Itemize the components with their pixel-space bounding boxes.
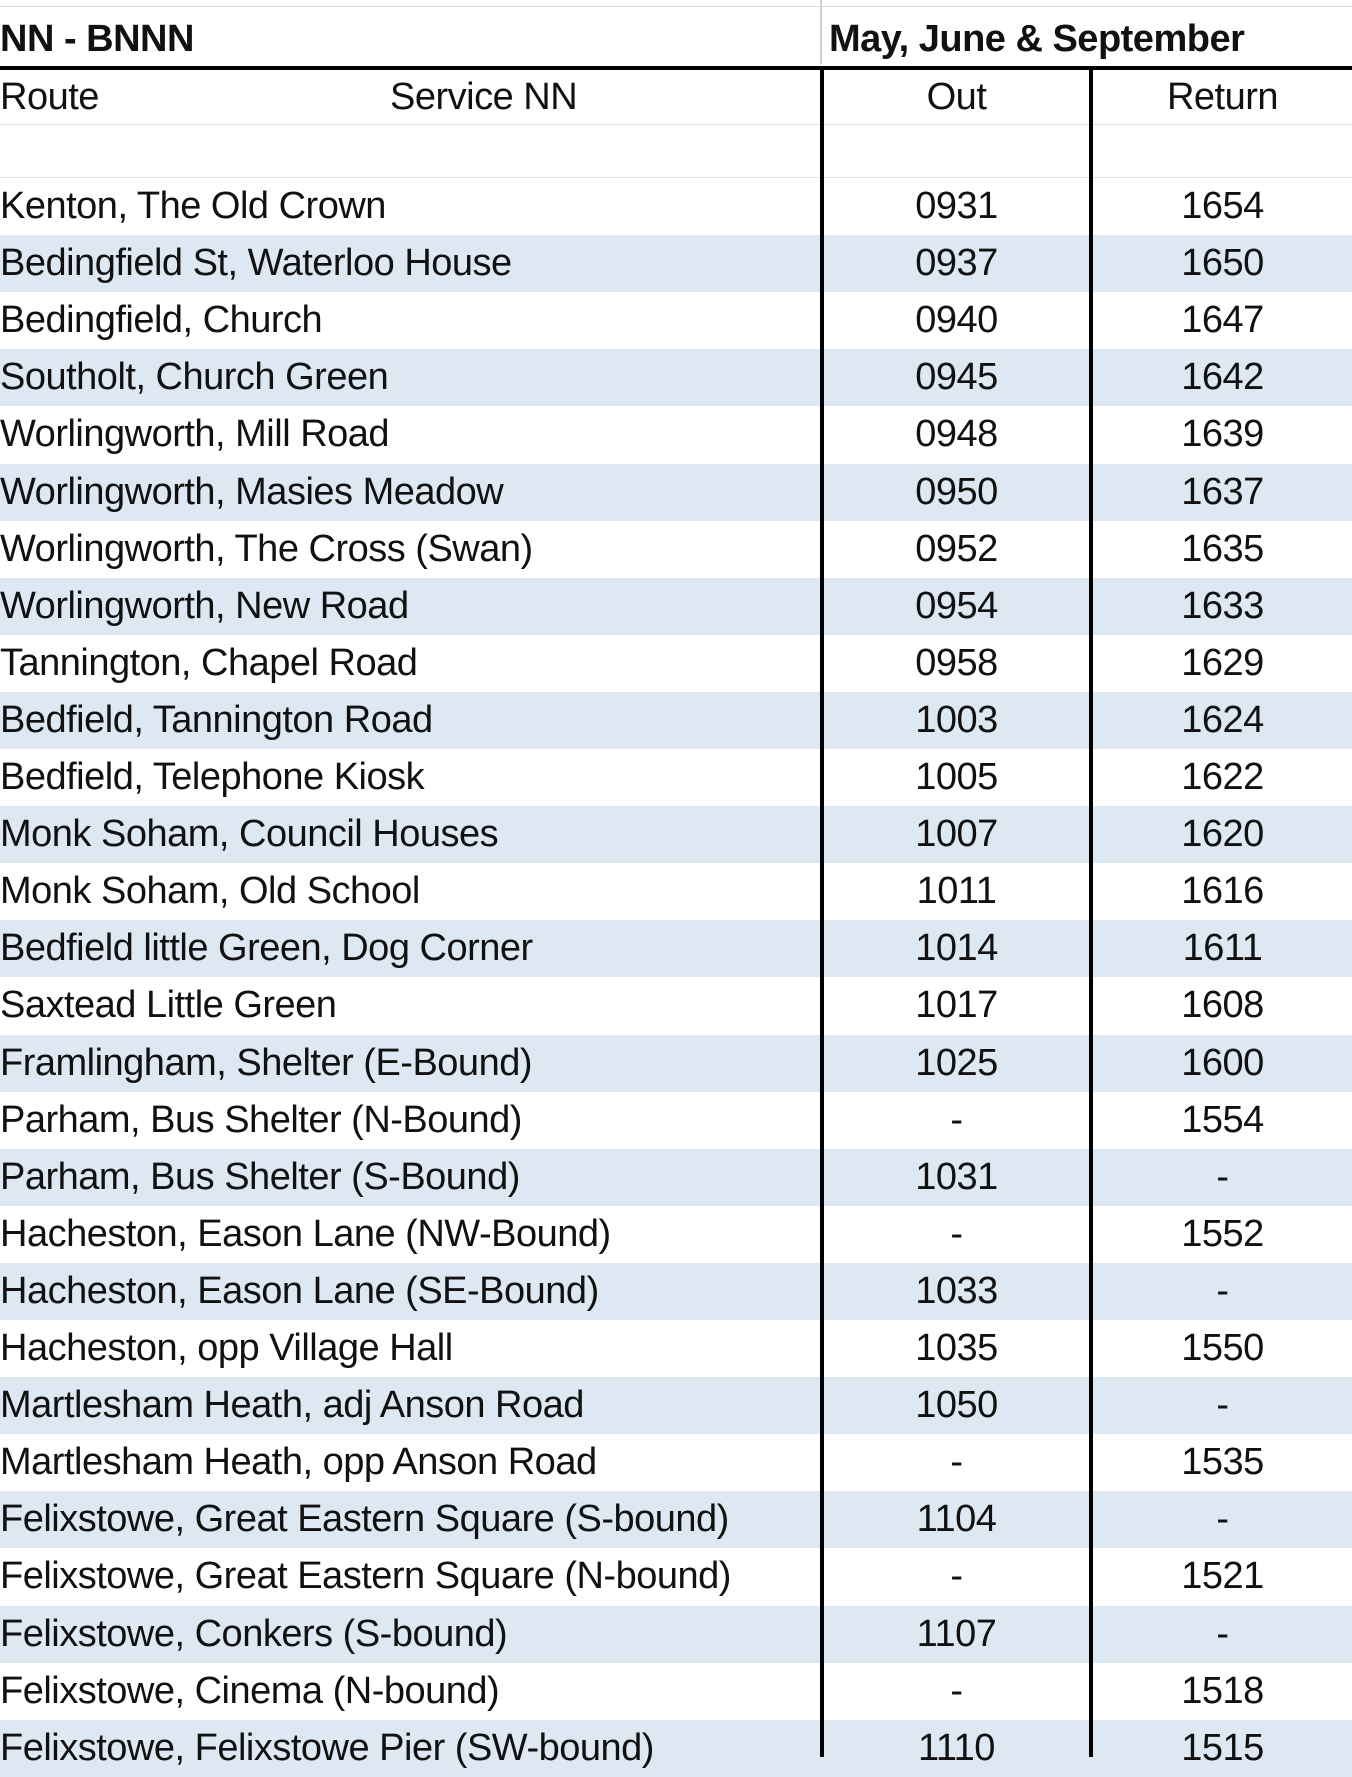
header-row-columns xyxy=(0,70,1352,124)
out-time: 0948 xyxy=(915,413,998,456)
out-time: 1003 xyxy=(915,698,998,741)
stop-name: Bedfield little Green, Dog Corner xyxy=(0,927,533,970)
table-row xyxy=(0,464,1352,521)
stop-name: Felixstowe, Great Eastern Square (N-bound) xyxy=(0,1555,731,1598)
out-time: - xyxy=(950,1098,963,1141)
out-time: 0954 xyxy=(915,584,998,627)
return-time: 1611 xyxy=(1182,927,1263,970)
return-time: 1624 xyxy=(1181,698,1264,741)
table-row xyxy=(0,1149,1352,1206)
return-time: - xyxy=(1216,1612,1229,1655)
out-time: 1031 xyxy=(915,1155,998,1198)
out-time: 1104 xyxy=(916,1498,997,1541)
stop-name: Hacheston, Eason Lane (SE-Bound) xyxy=(0,1269,599,1312)
return-time: 1647 xyxy=(1181,299,1264,342)
out-time: 0931 xyxy=(915,185,998,228)
return-time: 1620 xyxy=(1181,813,1264,856)
table-row xyxy=(0,863,1352,920)
out-time: 1011 xyxy=(916,870,997,913)
table-row xyxy=(0,292,1352,349)
return-time: 1535 xyxy=(1181,1441,1264,1484)
table-row xyxy=(0,920,1352,977)
table-row xyxy=(0,749,1352,806)
spacer-row xyxy=(0,125,1352,177)
stop-name: Saxtead Little Green xyxy=(0,984,337,1027)
stop-name: Worlingworth, Masies Meadow xyxy=(0,470,504,513)
column-header-out: Out xyxy=(926,75,987,118)
table-row xyxy=(0,521,1352,578)
out-time: 0940 xyxy=(915,299,998,342)
stop-name: Hacheston, opp Village Hall xyxy=(0,1327,453,1370)
table-row xyxy=(0,1263,1352,1320)
table-row xyxy=(0,349,1352,406)
stop-name: Hacheston, Eason Lane (NW-Bound) xyxy=(0,1212,611,1255)
out-time: 1035 xyxy=(915,1327,998,1370)
out-time: 1025 xyxy=(915,1041,998,1084)
stop-name: Parham, Bus Shelter (S-Bound) xyxy=(0,1155,520,1198)
stop-name: Tannington, Chapel Road xyxy=(0,641,418,684)
out-time: 1050 xyxy=(915,1384,998,1427)
stop-name: Martlesham Heath, opp Anson Road xyxy=(0,1441,597,1484)
return-time: 1622 xyxy=(1181,756,1264,799)
return-time: 1637 xyxy=(1181,470,1264,513)
table-row xyxy=(0,635,1352,692)
stop-name: Bedfield, Tannington Road xyxy=(0,698,433,741)
out-time: 0945 xyxy=(915,356,998,399)
column-header-service: Service NN xyxy=(390,75,578,118)
out-time: - xyxy=(950,1441,963,1484)
table-row xyxy=(0,977,1352,1034)
return-time: 1550 xyxy=(1181,1327,1264,1370)
out-time: 1007 xyxy=(915,813,998,856)
return-time: 1515 xyxy=(1181,1726,1264,1769)
stop-name: Monk Soham, Old School xyxy=(0,870,420,913)
column-divider-out xyxy=(820,68,824,1757)
table-row xyxy=(0,1434,1352,1491)
stop-name: Monk Soham, Council Houses xyxy=(0,813,499,856)
table-row xyxy=(0,692,1352,749)
table-row xyxy=(0,1092,1352,1149)
stop-name: Southolt, Church Green xyxy=(0,356,389,399)
return-time: 1600 xyxy=(1181,1041,1264,1084)
stop-name: Worlingworth, Mill Road xyxy=(0,413,390,456)
top-border xyxy=(0,0,1352,7)
stop-name: Framlingham, Shelter (E-Bound) xyxy=(0,1041,532,1084)
stop-name: Worlingworth, The Cross (Swan) xyxy=(0,527,533,570)
stop-name: Felixstowe, Felixstowe Pier (SW-bound) xyxy=(0,1726,654,1769)
return-time: 1608 xyxy=(1181,984,1264,1027)
out-time: 0950 xyxy=(915,470,998,513)
season-label: May, June & September xyxy=(829,17,1245,60)
stop-name: Felixstowe, Conkers (S-bound) xyxy=(0,1612,508,1655)
out-time: - xyxy=(950,1555,963,1598)
return-time: - xyxy=(1216,1155,1229,1198)
out-time: 1014 xyxy=(915,927,998,970)
return-time: 1650 xyxy=(1181,242,1264,285)
out-time: - xyxy=(950,1212,963,1255)
return-time: 1552 xyxy=(1181,1212,1264,1255)
return-time: 1642 xyxy=(1181,356,1264,399)
stop-name: Bedingfield St, Waterloo House xyxy=(0,242,512,285)
out-time: - xyxy=(950,1669,963,1712)
return-time: - xyxy=(1216,1269,1229,1312)
table-row xyxy=(0,1035,1352,1092)
table-row xyxy=(0,1491,1352,1548)
out-time: 1033 xyxy=(915,1269,998,1312)
table-row xyxy=(0,178,1352,235)
table-row xyxy=(0,235,1352,292)
table-row xyxy=(0,1377,1352,1434)
return-time: 1554 xyxy=(1181,1098,1264,1141)
stop-name: Worlingworth, New Road xyxy=(0,584,409,627)
return-time: 1639 xyxy=(1181,413,1264,456)
column-header-return: Return xyxy=(1166,75,1279,118)
table-row xyxy=(0,1206,1352,1263)
stop-name: Parham, Bus Shelter (N-Bound) xyxy=(0,1098,522,1141)
out-time: 0937 xyxy=(915,242,998,285)
table-row xyxy=(0,1606,1352,1663)
table-row xyxy=(0,1320,1352,1377)
column-header-route: Route xyxy=(0,75,99,118)
table-row xyxy=(0,1720,1352,1777)
return-time: 1629 xyxy=(1181,641,1264,684)
table-row xyxy=(0,1663,1352,1720)
return-time: - xyxy=(1216,1498,1229,1541)
stop-name: Felixstowe, Cinema (N-bound) xyxy=(0,1669,500,1712)
stop-name: Martlesham Heath, adj Anson Road xyxy=(0,1384,584,1427)
stop-name: Kenton, The Old Crown xyxy=(0,185,386,228)
table-row xyxy=(0,578,1352,635)
table-row xyxy=(0,1548,1352,1605)
out-time: 1110 xyxy=(918,1726,995,1769)
stop-name: Bedfield, Telephone Kiosk xyxy=(0,756,425,799)
return-time: 1521 xyxy=(1181,1555,1264,1598)
out-time: 0958 xyxy=(915,641,998,684)
return-time: 1518 xyxy=(1181,1669,1264,1712)
return-time: 1654 xyxy=(1181,185,1264,228)
out-time: 1017 xyxy=(915,984,998,1027)
table-row xyxy=(0,806,1352,863)
out-time: 1107 xyxy=(916,1612,997,1655)
out-time: 1005 xyxy=(915,756,998,799)
return-time: 1635 xyxy=(1181,527,1264,570)
column-divider-return xyxy=(1089,68,1093,1757)
header-row-title xyxy=(0,8,1352,70)
return-time: 1616 xyxy=(1181,870,1264,913)
stop-name: Felixstowe, Great Eastern Square (S-bound) xyxy=(0,1498,729,1541)
return-time: 1633 xyxy=(1181,584,1264,627)
stop-name: Bedingfield, Church xyxy=(0,299,323,342)
return-time: - xyxy=(1216,1384,1229,1427)
timetable-title: NN - BNNN xyxy=(0,17,194,60)
out-time: 0952 xyxy=(915,527,998,570)
season-divider xyxy=(820,0,822,64)
table-row xyxy=(0,406,1352,463)
